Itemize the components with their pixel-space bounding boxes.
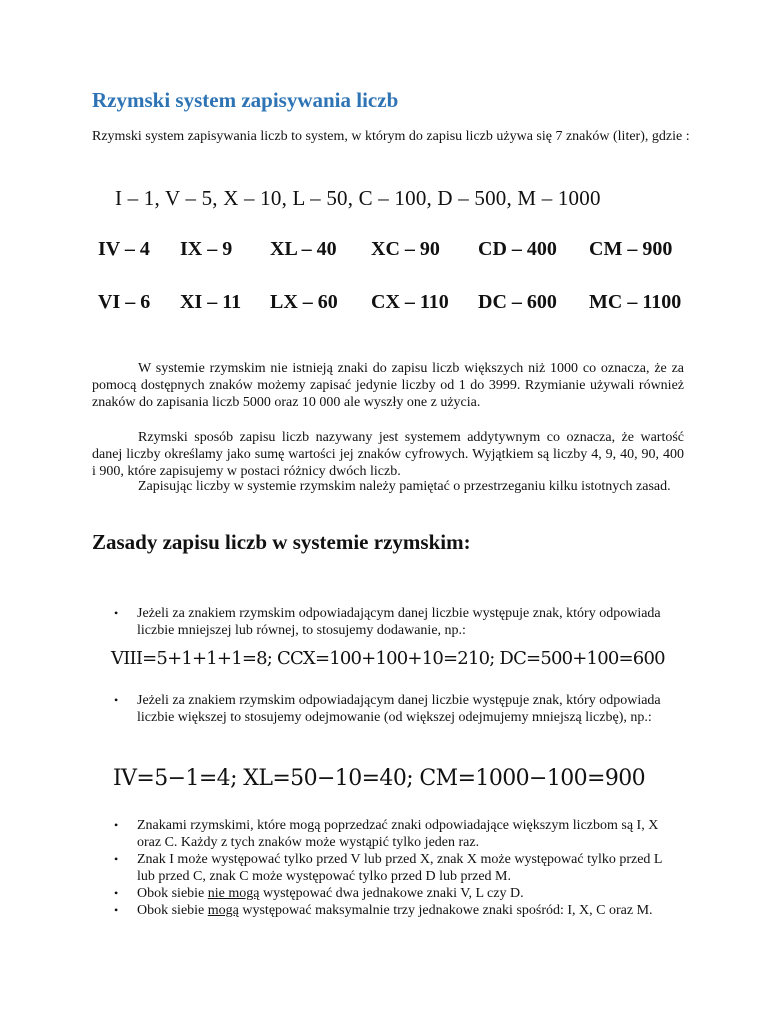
rule-item: • Znakami rzymskimi, które mogą poprzedzać znaki odpowiadające większym liczbom są I, X oraz C. Każdy z tych znaków może wystąpić tylko jeden raz. [114, 818, 659, 850]
pair-item: IX – 9 [180, 238, 233, 260]
pair-item: LX – 60 [270, 291, 338, 313]
pair-item: IV – 4 [98, 238, 150, 260]
rule-item: • Jeżeli za znakiem rzymskim odpowiadającym danej liczbie występuje znak, który odpowiada liczbie mniejszej lub równej, to stosujemy dodawanie, np.: [114, 606, 661, 638]
page-title: Rzymski system zapisywania liczb [92, 88, 399, 112]
body-paragraph: Zapisując liczby w systemie rzymskim należy pamiętać o przestrzeganiu kilku istotnych zasad. [138, 479, 671, 494]
pair-item: XI – 11 [180, 291, 242, 313]
pair-item: CM – 900 [589, 238, 673, 260]
bullet-icon: • [114, 852, 119, 866]
rule-item: • Znak I może występować tylko przed V lub przed X, znak X może występować tylko przed L lub przed C, znak C może występować tylko przed D lub przed M. [114, 852, 662, 884]
rule-item: • Obok siebie nie mogą występować dwa jednakowe znaki V, L czy D. [114, 886, 524, 901]
pair-item: XC – 90 [371, 238, 440, 260]
pair-item: CX – 110 [371, 291, 449, 313]
pair-item: XL – 40 [270, 238, 337, 260]
bullet-icon: • [114, 693, 119, 707]
bullet-icon: • [114, 886, 119, 900]
pair-item: CD – 400 [478, 238, 557, 260]
bullet-icon: • [114, 606, 119, 620]
rule-item: • Obok siebie mogą występować maksymalnie trzy jednakowe znaki spośród: I, X, C oraz M. [114, 903, 653, 918]
pair-item: MC – 1100 [589, 291, 682, 313]
rule-item: • Jeżeli za znakiem rzymskim odpowiadającym danej liczbie występuje znak, który odpowiada liczbie większej to stosujemy odejmowanie (od większej odejmujemy mniejszą liczbę), np.: [114, 693, 661, 725]
bullet-icon: • [114, 818, 119, 832]
body-paragraph: Rzymski sposób zapisu liczb nazywany jest systemem addytywnym co oznacza, że wartość danej liczby określamy jako sumę wartości jej znaków cyfrowych. Wyjątkiem są liczby 4, 9, 40, 90, 400 i 900, które zapisujemy w postaci różnicy dwóch liczb. [92, 430, 684, 479]
addition-example: VIII=5+1+1+1=8; CCX=100+100+10=210; DC=500+100=600 [111, 648, 665, 669]
body-paragraph: W systemie rzymskim nie istnieją znaki do zapisu liczb większych niż 1000 co oznacza, że za pomocą dostępnych znaków możemy zapisać jedynie liczby od 1 do 3999. Rzymianie używali również znaków do zapisania liczb 5000 oraz 10 000 ale wyszły one z użycia. [92, 361, 684, 410]
roman-symbols-line: I – 1, V – 5, X – 10, L – 50, C – 100, D – 500, M – 1000 [115, 186, 601, 210]
intro-paragraph: Rzymski system zapisywania liczb to system, w którym do zapisu liczb używa się 7 znaków (liter), gdzie : [92, 129, 690, 144]
subtraction-example: IV=5−1=4; XL=50−10=40; CM=1000−100=900 [113, 766, 646, 791]
underlined-emphasis: mogą [207, 903, 239, 918]
underlined-emphasis: nie mogą [207, 886, 260, 901]
rules-heading: Zasady zapisu liczb w systemie rzymskim: [92, 530, 471, 554]
bullet-icon: • [114, 903, 119, 917]
pair-item: VI – 6 [98, 291, 151, 313]
pair-item: DC – 600 [478, 291, 557, 313]
